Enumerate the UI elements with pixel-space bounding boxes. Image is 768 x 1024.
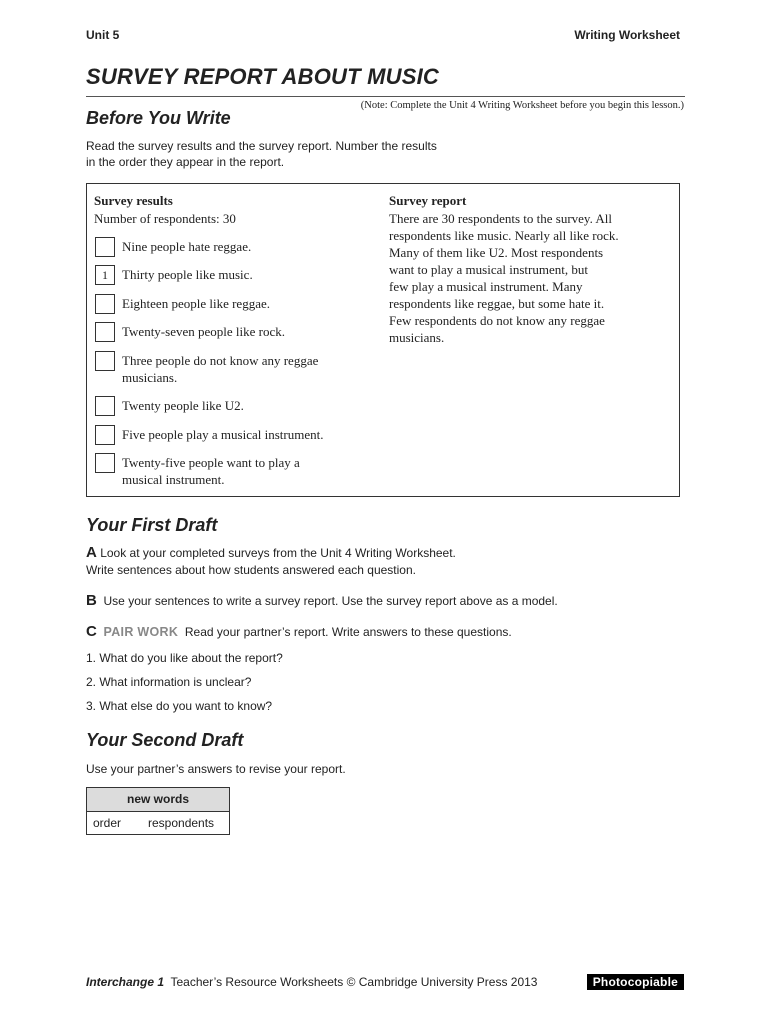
new-word: respondents [148,816,215,830]
result-number-box[interactable] [95,351,115,371]
step-a [86,545,456,561]
step-c-letter: C [86,623,97,640]
result-line: Thirty people like music. [122,267,253,282]
question-1: 1. What do you like about the report? [86,651,283,665]
survey-result-item [122,352,377,386]
first-draft-heading: Your First Draft [86,515,218,535]
before-you-write-instructions [86,138,486,170]
result-line: Twenty-seven people like rock. [122,324,285,339]
result-line: musicians. [122,370,178,385]
survey-result-item [122,238,377,255]
survey-report-text [389,210,671,346]
survey-report-heading: Survey report [389,193,467,208]
result-line: Twenty people like U2. [122,398,244,413]
footer-text: Teacher’s Resource Worksheets © Cambridge University Press 2013 [170,975,538,989]
result-line: Eighteen people like reggae. [122,296,270,311]
new-words-heading: new words [87,788,229,812]
survey-result-item [122,454,377,488]
question-2: 2. What information is unclear? [86,675,252,689]
report-line: few play a musical instrument. Many [389,279,583,294]
result-number-box[interactable] [95,237,115,257]
step-c-text: Read your partner’s report. Write answers to these questions. [184,625,512,639]
result-number-box[interactable] [95,425,115,445]
result-line: Five people play a musical instrument. [122,427,324,442]
new-words-table [86,787,230,835]
report-line: respondents like music. Nearly all like rock. [389,228,619,243]
step-a-continuation: Write sentences about how students answered each question. [86,563,416,577]
photocopiable-badge: Photocopiable [587,974,684,990]
result-line: Nine people hate reggae. [122,239,252,254]
new-word: order [93,816,122,830]
question-3: 3. What else do you want to know? [86,699,273,713]
new-words-row [87,812,229,834]
result-number-box[interactable] [95,322,115,342]
page-title: SURVEY REPORT ABOUT MUSIC [86,64,439,89]
step-a-text: Look at your completed surveys from the Unit 4 Writing Worksheet. [100,546,456,560]
footer-brand: Interchange 1 [86,975,165,989]
step-b [86,593,558,609]
unit-label: Unit 5 [86,28,120,42]
step-b-letter: B [86,592,97,609]
result-number-box[interactable] [95,396,115,416]
result-line: Twenty-five people want to play a [122,455,300,470]
footer-credit [86,975,537,989]
report-line: Few respondents do not know any reggae [389,313,605,328]
lesson-note: (Note: Complete the Unit 4 Writing Worksheet before you begin this lesson.) [360,100,684,111]
result-line: musical instrument. [122,472,225,487]
step-c [86,624,512,640]
pair-work-label: PAIR WORK [103,625,179,639]
report-line: respondents like reggae, but some hate it. [389,296,605,311]
result-number-box[interactable]: 1 [95,265,115,285]
report-line: Many of them like U2. Most respondents [389,245,604,260]
title-divider [86,96,685,97]
step-a-letter: A [86,544,97,561]
survey-result-item [122,295,377,312]
second-draft-instructions: Use your partner’s answers to revise your report. [86,762,346,776]
survey-results-heading: Survey results [94,193,173,208]
worksheet-type-label: Writing Worksheet [574,28,680,42]
instruction-line: in the order they appear in the report. [86,155,285,169]
survey-result-item [122,266,377,283]
step-b-text: Use your sentences to write a survey report. Use the survey report above as a model. [103,594,558,608]
report-line: musicians. [389,330,445,345]
survey-result-item [122,397,377,414]
report-line: There are 30 respondents to the survey. All [389,211,612,226]
survey-result-item [122,323,377,340]
report-line: want to play a musical instrument, but [389,262,588,277]
respondents-count: Number of respondents: 30 [94,211,236,226]
result-number-box[interactable] [95,453,115,473]
result-line: Three people do not know any reggae [122,353,319,368]
second-draft-heading: Your Second Draft [86,730,244,750]
result-number-box[interactable] [95,294,115,314]
before-you-write-heading: Before You Write [86,108,231,128]
instruction-line: Read the survey results and the survey report. Number the results [86,139,437,153]
survey-result-item [122,426,377,443]
